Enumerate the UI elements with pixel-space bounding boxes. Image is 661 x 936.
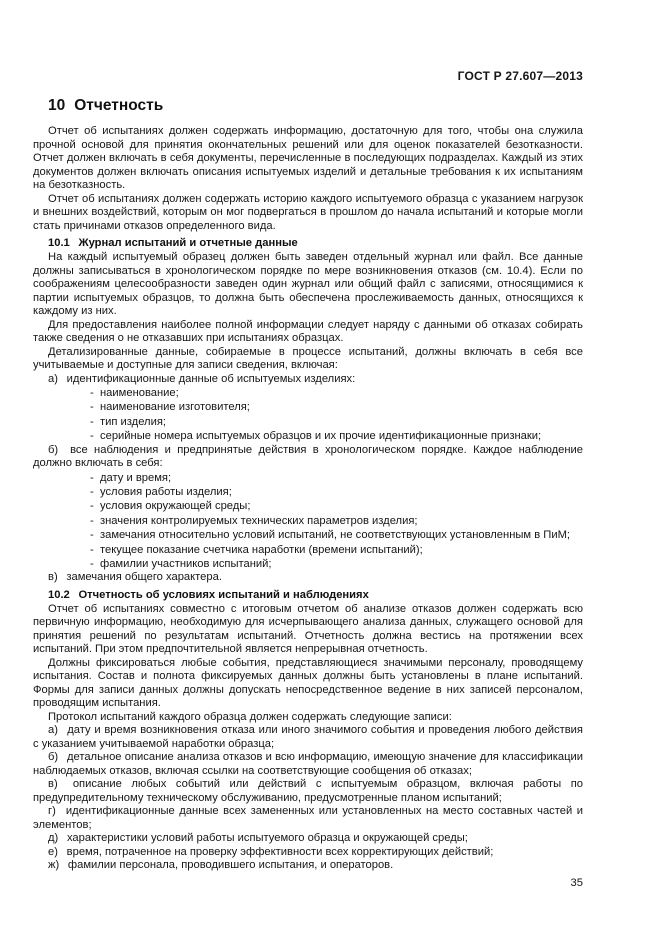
protocol-item-e: е) время, потраченное на проверку эффективности всех корректирующих действий;: [48, 845, 494, 858]
list-item: [33, 386, 583, 400]
list-item: [33, 514, 583, 528]
list-item-text: фамилии участников испытаний;: [100, 558, 272, 571]
protocol-item-b: б) детальное описание анализа отказов и всю информацию, имеющую значение для классификации наблюдаемых отказов, включая ссылки на соответствующие сообщения об отказах;: [33, 751, 583, 777]
chapter-title: Отчетность: [74, 97, 164, 114]
section-10-2-paragraph-1: Отчет об испытаниях совместно с итоговым отчетом об анализе отказов должен содержать всю первичную информацию, необходимую для исчерпывающего анализа данных, служащего основой для принятия решений по результатам испытаний. Отчетность должна вестись на протяжении всех испытаний. При этом предпочтительной является непрерывная отчетность.: [33, 602, 583, 656]
list-item-text: наименование;: [100, 387, 179, 399]
dash-bullet: -: [90, 471, 94, 484]
dash-bullet: -: [90, 430, 94, 443]
protocol-item-g: г) идентификационные данные всех замененных или установленных на место составных частей и элементов;: [33, 805, 583, 831]
list-item-text: значения контролируемых технических параметров изделия;: [100, 514, 418, 527]
list-item-letter-a: а) идентификационные данные об испытуемых изделиях:: [48, 372, 356, 385]
list-item-text: условия работы изделия;: [100, 486, 232, 499]
section-heading-10-1: 10.1 Журнал испытаний и отчетные данные: [48, 237, 298, 249]
dash-bullet: -: [90, 401, 94, 414]
page-number: 35: [570, 876, 583, 889]
list-item: [33, 429, 583, 443]
section-10-2-paragraph-2: Должны фиксироваться любые события, представляющиеся значимыми персоналу, проводящему испытания. Состав и полнота фиксируемых данных должны быть установлены в плане испытаний. Формы для записи данных должны допускать непосредственное ведение в них записей персоналом, проводящим испытания.: [33, 656, 583, 710]
list-item-letter-b: б) все наблюдения и предпринятые действия в хронологическом порядке. Каждое наблюдение должно включать в себя:: [33, 443, 583, 470]
list-item-text: замечания относительно условий испытаний, не соответствующих установленным в ПиМ;: [100, 529, 570, 542]
list-item: [33, 528, 583, 542]
dash-bullet: -: [90, 486, 94, 499]
protocol-item-d: д) характеристики условий работы испытуемого образца и окружающей среды;: [48, 832, 468, 845]
intro-paragraph-1: Отчет об испытаниях должен содержать информацию, достаточную для того, чтобы она служила прочной основой для принятия окончательных решений или для оценок показателей безотказности. Отчет должен включать в себя документы, перечисленные в последующих подразделах. Каждый из этих документов должен включать описания испытуемых изделий и детальные требования к их испытаниям на безотказность.: [33, 125, 583, 191]
page-header: [33, 70, 583, 83]
list-item-text: дату и время;: [100, 471, 172, 484]
list-item: [33, 499, 583, 513]
dash-bullet: -: [90, 387, 94, 399]
list-item-text: условия окружающей среды;: [100, 500, 251, 513]
dash-bullet: -: [90, 558, 94, 571]
protocol-item-a: а) дату и время возникновения отказа или иного значимого события и проведения любого действия с указанием учитываемой наработки образца;: [33, 724, 583, 750]
dash-bullet: -: [90, 529, 94, 542]
section-10-1-paragraph-1: На каждый испытуемый образец должен быть заведен отдельный журнал или файл. Все данные должны записываться в хронологическом порядке по мере возникновения отказов (см. 10.4). Если по соображениям целесообразности заведен один журнал или общий файл с записями, относящимися к партии испытуемых образцов, то должна быть обеспечена прослеживаемость данных, относящихся к каждому из них.: [33, 251, 583, 317]
section-10-1-paragraph-2: Для предоставления наиболее полной информации следует наряду с данными об отказах собирать также сведения о не отказавших при испытаниях образцах.: [33, 318, 583, 344]
list-item-text: наименование изготовителя;: [100, 401, 250, 414]
list-item-text: тип изделия;: [100, 415, 166, 428]
dash-bullet: -: [90, 500, 94, 513]
document-code: ГОСТ Р 27.607—2013: [457, 69, 583, 83]
chapter-number: 10: [48, 97, 66, 114]
protocol-item-v: в) описание любых событий или действий с испытуемым образцом, включая работы по предупредительному техническому обслуживанию, предусмотренные планом испытаний;: [33, 778, 583, 804]
section-heading-10-2: 10.2 Отчетность об условиях испытаний и наблюдениях: [48, 588, 369, 601]
list-item: [33, 543, 583, 557]
intro-paragraph-2: Отчет об испытаниях должен содержать историю каждого испытуемого образца с указанием нагрузок и внешних воздействий, которым он мог подвергаться в прошлом до начала испытаний и которые могли стать причинами отказов определенного вида.: [33, 192, 583, 232]
list-item: [33, 557, 583, 571]
dash-bullet: -: [90, 543, 94, 556]
list-item: [33, 415, 583, 429]
list-item-letter-v: в) замечания общего характера.: [48, 571, 222, 584]
dash-bullet: -: [90, 514, 94, 527]
section-10-1-paragraph-3: Детализированные данные, собираемые в процессе испытаний, должны включать в себя все учитываемые и доступные для записи сведения, включая:: [33, 345, 583, 371]
section-10-2-paragraph-3: Протокол испытаний каждого образца должен содержать следующие записи:: [48, 710, 452, 723]
list-item: [33, 485, 583, 499]
list-item-text: текущее показание счетчика наработки (времени испытаний);: [100, 543, 423, 556]
dash-bullet: -: [90, 415, 94, 428]
chapter-heading: [48, 97, 583, 114]
list-item: [33, 400, 583, 414]
list-item-text: серийные номера испытуемых образцов и их прочие идентификационные признаки;: [100, 430, 542, 443]
protocol-item-zh: ж) фамилии персонала, проводившего испытания, и операторов.: [48, 859, 394, 872]
list-item: [33, 471, 583, 485]
